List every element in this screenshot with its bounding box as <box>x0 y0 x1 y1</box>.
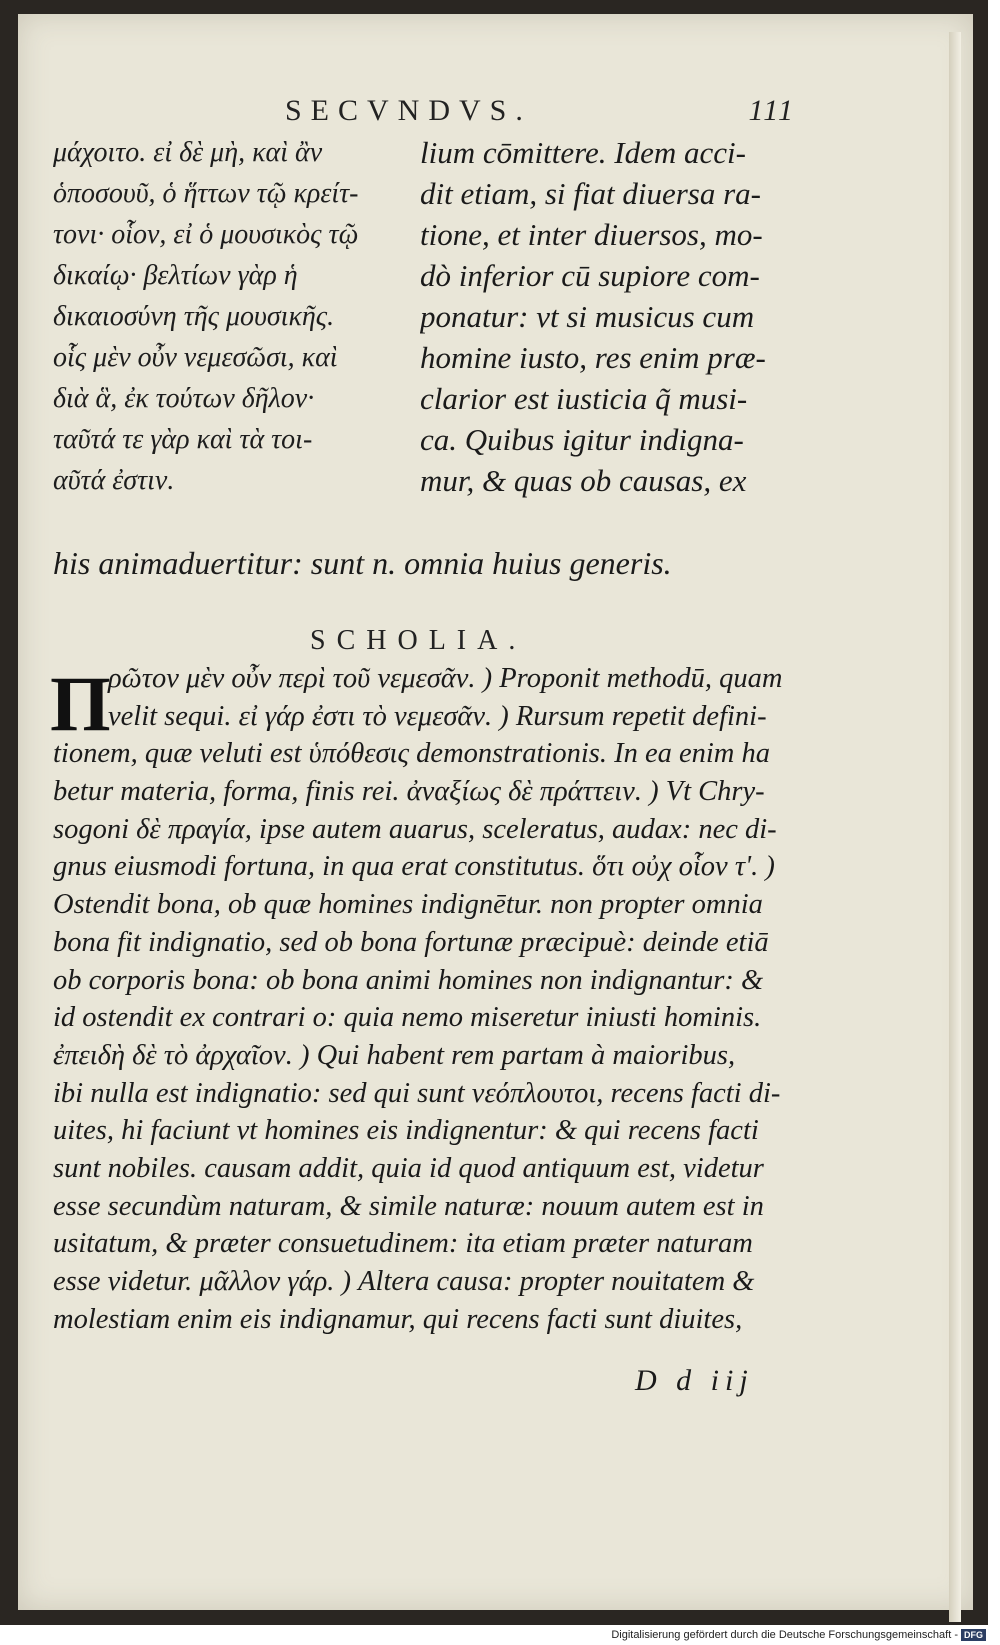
greek-line: δικαίῳ· βελτίων γὰρ ἡ <box>53 260 298 291</box>
scholia-heading: SCHOLIA. <box>310 625 527 656</box>
greek-line: αῦτά ἐστιν. <box>53 465 175 496</box>
drop-cap-initial: Π <box>50 660 111 747</box>
greek-line: οἷς μὲν οὖν νεμεσῶσι, καὶ <box>53 342 338 373</box>
latin-line: dò inferior cū supiore com- <box>420 258 760 293</box>
running-title: SECVNDVS. <box>285 94 532 127</box>
scholia-line: id ostendit ex contrari o: quia nemo miseretur iniusti hominis. <box>53 1002 762 1034</box>
greek-line: ταῦτά τε γὰρ καὶ τὰ τοι- <box>53 424 313 455</box>
running-header <box>285 90 795 131</box>
greek-column <box>53 132 408 501</box>
folio-number: 111 <box>748 94 795 127</box>
latin-line: tione, et inter diuersos, mo- <box>420 217 763 252</box>
scholia-line: ibi nulla est indignatio: sed qui sunt νεόπλουτοι, recens facti di- <box>53 1077 781 1109</box>
greek-line: δικαιοσύνη τῆς μουσικῆς. <box>53 301 335 332</box>
greek-line: μάχοιτο. εἰ δὲ μὴ, καὶ ἂν <box>53 137 323 168</box>
latin-line: clarior est iusticia q̃ musi- <box>420 381 748 416</box>
latin-line: lium cōmittere. Idem acci- <box>420 135 746 170</box>
greek-line: διὰ ἃ, ἐκ τούτων δῆλον· <box>53 383 315 414</box>
latin-column <box>420 132 800 501</box>
scholia-line: esse videtur. μᾶλλον γάρ. ) Altera causa: propter nouitatem & <box>53 1266 755 1297</box>
signature-mark: D d iij <box>635 1364 754 1397</box>
scholia-line: gnus eiusmodi fortuna, in qua erat constitutus. ὅτι οὐχ οἷον τ'. ) <box>53 851 775 883</box>
latin-line: ponatur: vt si musicus cum <box>420 299 755 334</box>
greek-line: τονι· οἷον, εἰ ὁ μουσικὸς τῷ <box>53 219 359 250</box>
scholia-body <box>53 660 803 1338</box>
scholia-line: sogoni δὲ πραγία, ipse autem auarus, sceleratus, audax: nec di- <box>53 813 777 845</box>
latin-line: homine iusto, res enim præ- <box>420 340 766 375</box>
scholia-line: esse secundùm naturam, & simile naturæ: nouum autem est in <box>53 1190 764 1222</box>
latin-line: ca. Quibus igitur indigna- <box>420 422 744 457</box>
scholia-line: molestiam enim eis indignamur, qui recens facti sunt diuites, <box>53 1303 743 1335</box>
scholia-line: sunt nobiles. causam addit, quia id quod antiquum est, videtur <box>53 1152 764 1184</box>
scholia-line: tionem, quæ veluti est ὑπόθεσις demonstrationis. In ea enim ha <box>53 738 771 770</box>
scholia-line: betur materia, forma, finis rei. ἀναξίως δὲ πράττειν. ) Vt Chry- <box>53 776 765 808</box>
scholia-line: velit sequi. εἰ γάρ ἐστι τὸ νεμεσᾶν. ) Rursum repetit defini- <box>108 700 767 732</box>
latin-line: mur, & quas ob causas, ex <box>420 463 747 498</box>
scholia-line: ρῶτον μὲν οὖν περὶ τοῦ νεμεσᾶν. ) Proponit methodū, quam <box>108 663 783 694</box>
latin-line: dit etiam, si fiat diuersa ra- <box>420 176 761 211</box>
footer-text: Digitalisierung gefördert durch die Deutsche Forschungsgemeinschaft - <box>611 1628 958 1641</box>
scholia-line: ἐπειδὴ δὲ τὸ ἀρχαῖον. ) Qui habent rem partam à maioribus, <box>53 1039 736 1071</box>
dfg-logo: DFG <box>961 1629 986 1641</box>
page-edge <box>949 32 961 1622</box>
scholia-line: bona fit indignatio, sed ob bona fortunæ præcipuè: deinde etiā <box>53 926 769 958</box>
closing-line: his animaduertitur: sunt n. omnia huius generis. <box>53 545 672 581</box>
greek-line: ὁποσουῦ, ὁ ἥττων τῷ κρείτ- <box>53 178 359 209</box>
scholia-line: usitatum, & præter consuetudinem: ita etiam præter naturam <box>53 1228 753 1260</box>
scholia-line: uites, hi faciunt vt homines eis indignentur: & qui recens facti <box>53 1115 759 1147</box>
digitization-footer <box>611 1629 986 1641</box>
scholia-line: ob corporis bona: ob bona animi homines non indignantur: & <box>53 964 764 996</box>
scholia-line: Ostendit bona, ob quæ homines indignētur. non propter omnia <box>53 889 763 921</box>
